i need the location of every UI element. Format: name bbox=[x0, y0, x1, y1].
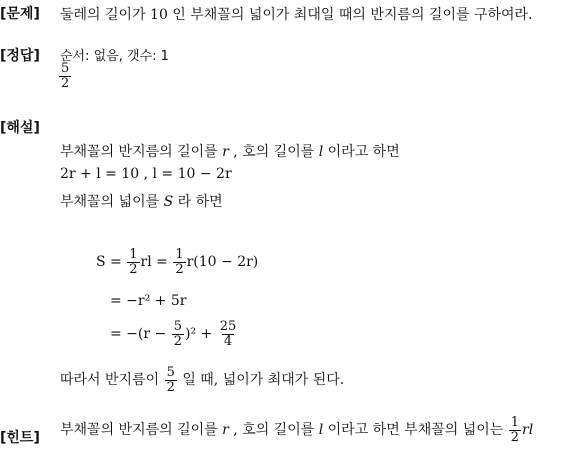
conclusion-pre: 따라서 반지름이 bbox=[60, 372, 160, 389]
hint-frac-num: 1 bbox=[510, 415, 520, 430]
conclusion-num: 5 bbox=[166, 365, 175, 380]
solution-line-2: 2r + l = 10 , l = 10 − 2r bbox=[60, 166, 232, 182]
answer-label: [정답] bbox=[0, 48, 40, 64]
eq3-frac2-den: 4 bbox=[223, 333, 233, 349]
eq3-frac1-den: 2 bbox=[173, 333, 182, 349]
solution-var-S: S bbox=[163, 194, 174, 210]
problem-label: [문제] bbox=[0, 6, 40, 22]
equation-line-1 bbox=[96, 248, 258, 276]
eq1-frac1-num: 1 bbox=[129, 247, 138, 262]
eq3-mid: )² + bbox=[184, 326, 213, 343]
solution-line-3 bbox=[60, 191, 223, 211]
hint-pre: 부채꼴의 반지름의 길이를 bbox=[60, 422, 218, 439]
eq1-lhs: S = bbox=[96, 254, 122, 271]
conclusion-post: 일 때, 넓이가 최대가 된다. bbox=[182, 372, 345, 389]
solution-var-r: r bbox=[222, 144, 229, 160]
solution-line-1-pre: 부채꼴의 반지름의 길이를 bbox=[60, 144, 218, 160]
hint-tail: rl bbox=[522, 422, 534, 439]
eq1-frac1-den: 2 bbox=[129, 261, 138, 277]
eq1-frac2-den: 2 bbox=[175, 261, 184, 277]
solution-line-1-mid: , 호의 길이를 bbox=[233, 144, 315, 160]
answer-numerator: 5 bbox=[61, 61, 70, 76]
solution-line-3-post: 라 하면 bbox=[177, 194, 223, 210]
solution-line-1 bbox=[60, 141, 400, 161]
answer-denominator: 2 bbox=[61, 75, 70, 91]
hint-text bbox=[60, 416, 533, 444]
eq3-frac1-num: 5 bbox=[173, 319, 182, 334]
equation-line-2: = −r² + 5r bbox=[110, 293, 187, 309]
solution-label: [해설] bbox=[0, 120, 40, 136]
solution-line-3-pre: 부채꼴의 넓이를 bbox=[60, 194, 160, 210]
solution-var-l: l bbox=[318, 144, 324, 160]
eq1-mid: rl = bbox=[140, 254, 168, 271]
conclusion-den: 2 bbox=[166, 379, 175, 395]
problem-text: 둘레의 길이가 10 인 부채꼴의 넓이가 최대일 때의 반지름의 길이를 구하여라. bbox=[60, 7, 533, 23]
eq1-frac2-num: 1 bbox=[175, 247, 184, 262]
answer-meta: 순서: 없음, 갯수: 1 bbox=[60, 49, 169, 64]
solution-conclusion bbox=[60, 366, 344, 394]
hint-post: 이라고 하면 부채꼴의 넓이는 bbox=[327, 422, 504, 439]
hint-mid: , 호의 길이를 bbox=[233, 422, 315, 439]
eq3-pre: = −(r − bbox=[110, 326, 167, 343]
hint-label: [힌트] bbox=[0, 430, 40, 446]
answer-fraction bbox=[58, 62, 72, 90]
eq1-rhs: r(10 − 2r) bbox=[186, 254, 259, 271]
hint-var-l: l bbox=[318, 422, 324, 439]
eq3-frac2-num: 25 bbox=[219, 319, 237, 334]
hint-var-r: r bbox=[222, 422, 229, 439]
hint-frac-den: 2 bbox=[510, 429, 520, 445]
solution-line-1-post: 이라고 하면 bbox=[327, 144, 400, 160]
equation-line-3 bbox=[110, 320, 239, 348]
